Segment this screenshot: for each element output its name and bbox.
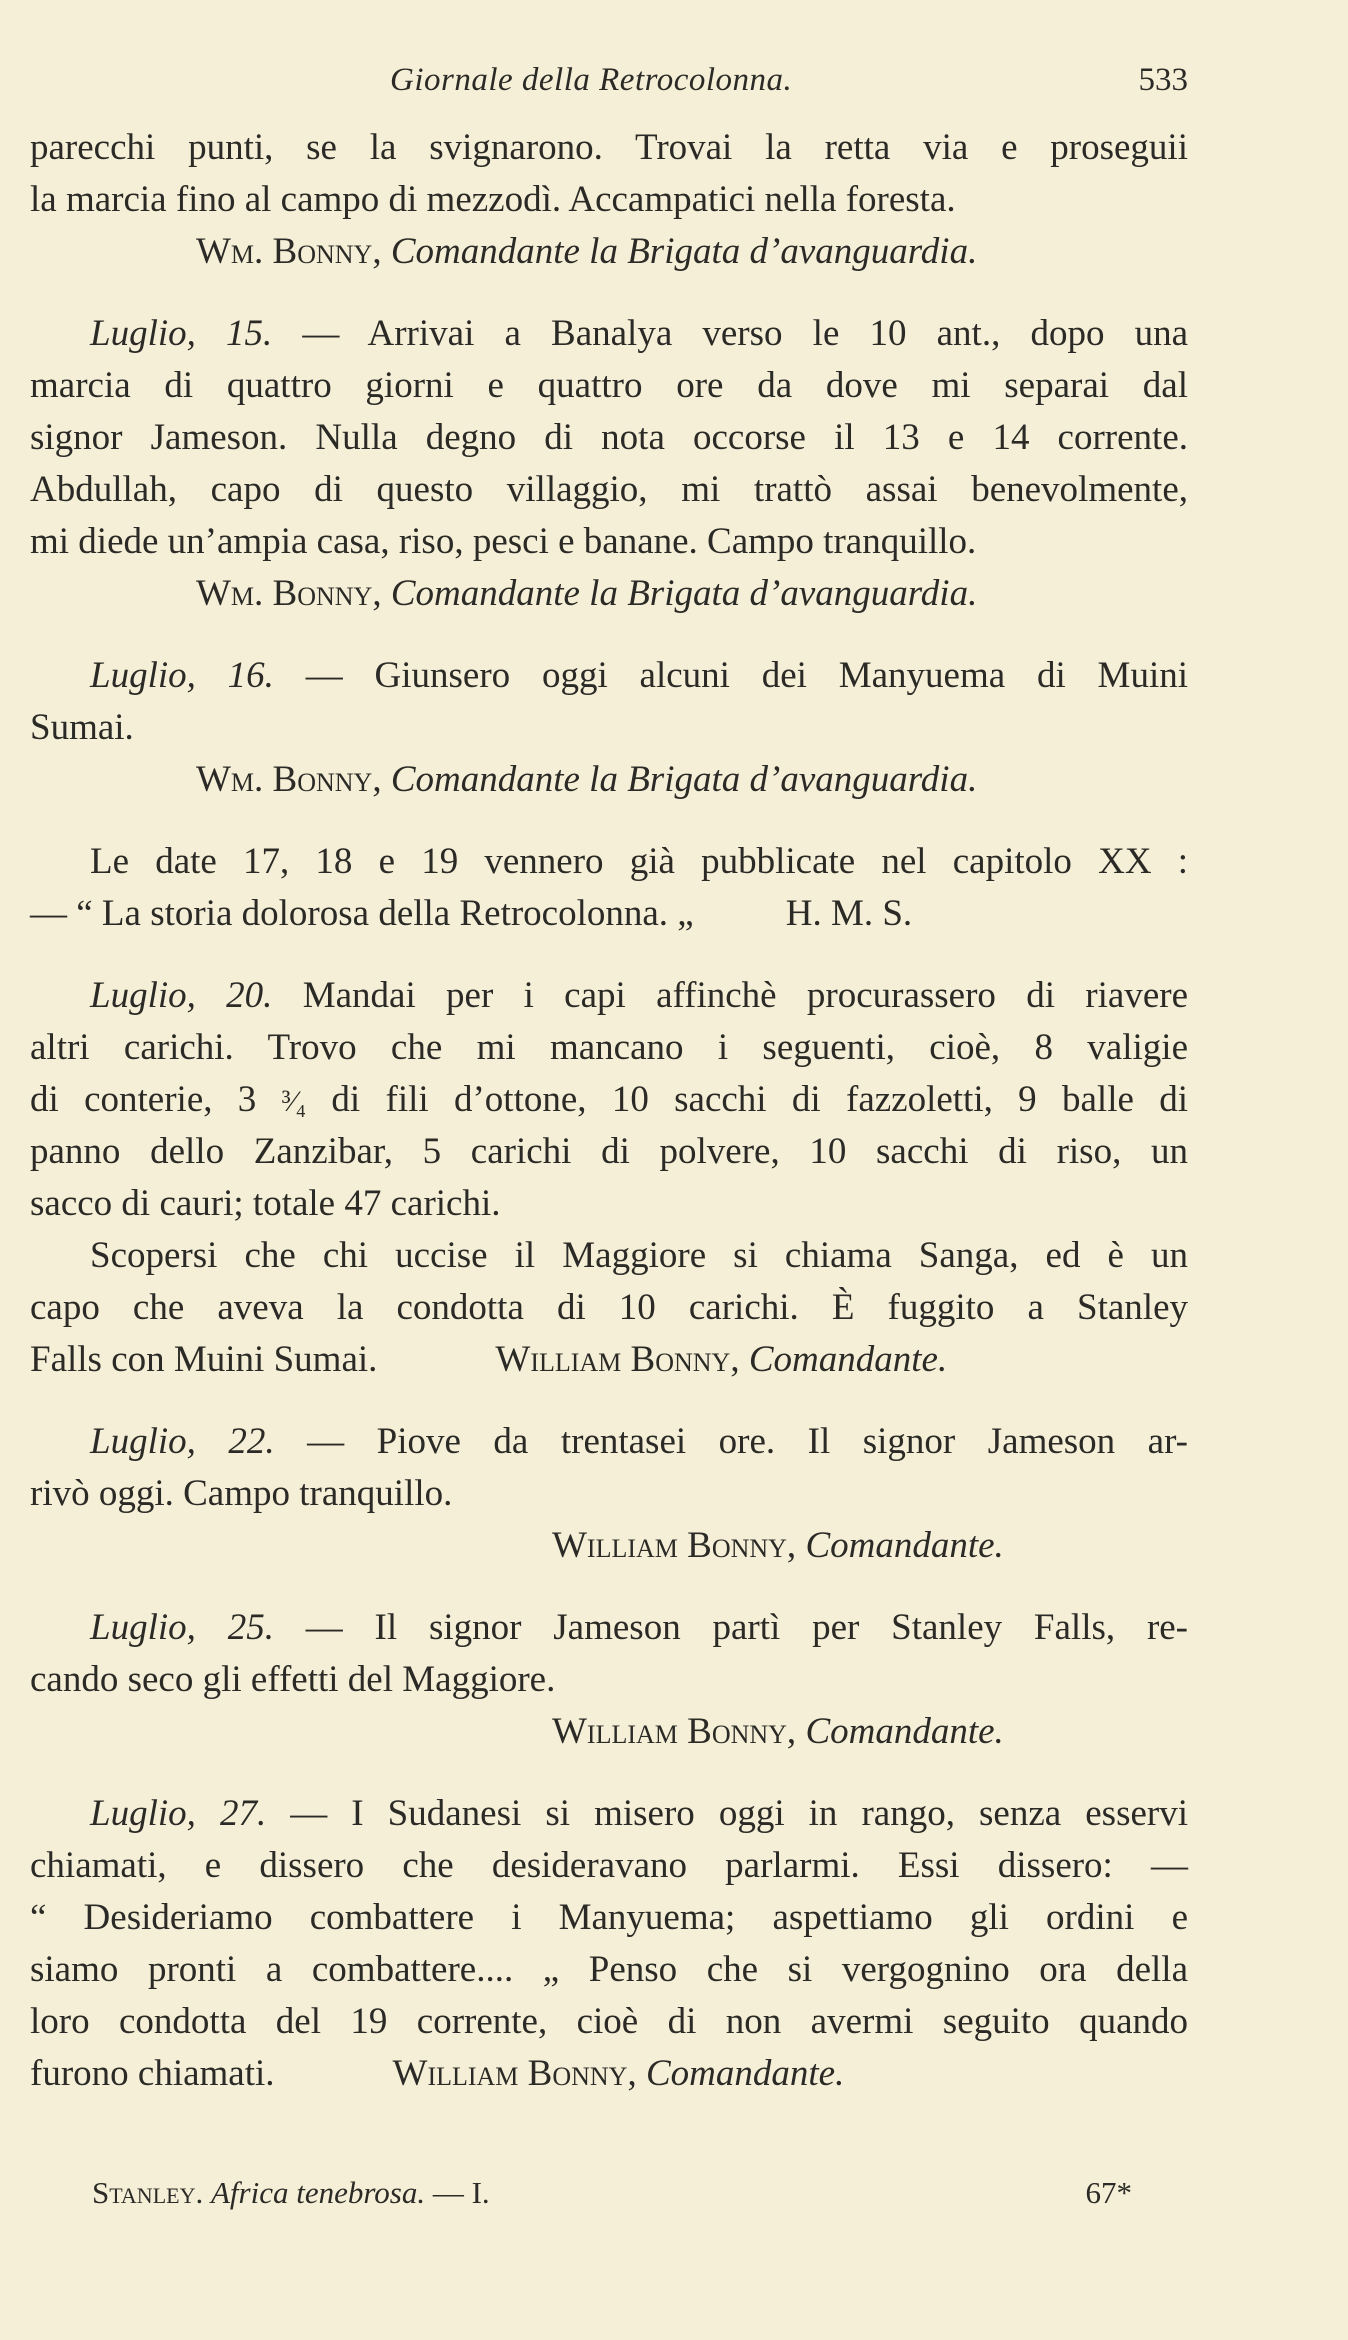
entry-date: Luglio, 20. <box>90 975 273 1016</box>
signature-line <box>30 1706 1188 1758</box>
text-line: Abdullah, capo di questo villaggio, mi trattò assai benevolmente, <box>30 469 1188 510</box>
text-line: sacco di cauri; totale 47 carichi. <box>30 1183 501 1224</box>
text-line: “ Desideriamo combattere i Manyuema; aspettiamo gli ordini e <box>30 1897 1188 1938</box>
entry-date: Luglio, 16. <box>90 655 274 696</box>
text-line: di conterie, 3 ³⁄₄ di fili d’ottone, 10 sacchi di fazzoletti, 9 balle di <box>30 1079 1188 1120</box>
text-line: Sumai. <box>30 707 134 748</box>
signature-title: Comandante la Brigata d’avanguardia. <box>390 759 978 800</box>
text-line: mi diede un’ampia casa, riso, pesci e banane. Campo tranquillo. <box>30 521 977 562</box>
footer-title: Africa tenebrosa. <box>210 2175 426 2210</box>
page-body <box>30 122 1188 2100</box>
running-title: Giornale della Retrocolonna. <box>390 62 793 98</box>
entry-date: Luglio, 15. <box>90 313 273 354</box>
text-line: chiamati, e dissero che desideravano parlarmi. Essi dissero: — <box>30 1845 1188 1886</box>
text-line: rivò oggi. Campo tranquillo. <box>30 1473 453 1514</box>
signature-name: Wm. Bonny, <box>196 573 382 614</box>
text-line: parecchi punti, se la svignarono. Trovai la retta via e proseguii <box>30 127 1188 168</box>
text-line: altri carichi. Trovo che mi mancano i seguenti, cioè, 8 valigie <box>30 1027 1188 1068</box>
text-line: cando seco gli effetti del Maggiore. <box>30 1659 556 1700</box>
text-line: signor Jameson. Nulla degno di nota occorse il 13 e 14 corrente. <box>30 417 1188 458</box>
signature-title: Comandante. <box>748 1339 948 1380</box>
entry-first-line: Luglio, 22. — Piove da trentasei ore. Il signor Jameson ar- <box>90 1421 1188 1462</box>
signature-inline <box>495 1334 947 1386</box>
entry-date: Luglio, 25. <box>90 1607 274 1648</box>
signature-name: William Bonny, <box>495 1339 740 1380</box>
footer-author: Stanley. <box>92 2175 204 2210</box>
text-line: — “ La storia dolorosa della Retrocolonna. „ H. M. S. <box>30 888 1188 940</box>
signature-title: Comandante. <box>805 1711 1004 1752</box>
page-number: 533 <box>1138 62 1188 98</box>
signature-line <box>30 568 1188 620</box>
signature-line <box>30 754 1188 806</box>
text-line: marcia di quattro giorni e quattro ore da dove mi separai dal <box>30 365 1188 406</box>
text-line: panno dello Zanzibar, 5 carichi di polvere, 10 sacchi di riso, un <box>30 1131 1188 1172</box>
fraction: ³⁄₄ <box>281 1085 307 1118</box>
text-line: Scopersi che chi uccise il Maggiore si chiama Sanga, ed è un <box>90 1235 1188 1276</box>
text-line: furono chiamati. William Bonny, Comandante. <box>30 2048 1188 2100</box>
text-line: Le date 17, 18 e 19 vennero già pubblicate nel capitolo XX : <box>90 841 1188 882</box>
signature-name: Wm. Bonny, <box>196 759 382 800</box>
signature-mark: 67* <box>1085 2175 1132 2210</box>
editor-initials: H. M. S. <box>785 893 913 934</box>
signature-line <box>30 226 1188 278</box>
signature-name: William Bonny, <box>392 2053 637 2094</box>
page-footer <box>92 2175 1132 2211</box>
text-line: Falls con Muini Sumai. William Bonny, Comandante. <box>30 1334 1188 1386</box>
signature-title: Comandante la Brigata d’avanguardia. <box>390 231 978 272</box>
entry-first-line: Luglio, 27. — I Sudanesi si misero oggi in rango, senza esservi <box>90 1793 1188 1834</box>
signature-title: Comandante. <box>805 1525 1004 1566</box>
signature-line <box>30 1520 1188 1572</box>
signature-title: Comandante. <box>645 2053 845 2094</box>
signature-title: Comandante la Brigata d’avanguardia. <box>390 573 978 614</box>
entry-date: Luglio, 27. <box>90 1793 267 1834</box>
text-line: la marcia fino al campo di mezzodì. Accampatici nella foresta. <box>30 179 956 220</box>
signature-name: William Bonny, <box>552 1711 797 1752</box>
entry-first-line: Luglio, 25. — Il signor Jameson partì per Stanley Falls, re- <box>90 1607 1189 1648</box>
signature-name: William Bonny, <box>552 1525 797 1566</box>
text-line: capo che aveva la condotta di 10 carichi. È fuggito a Stanley <box>30 1287 1188 1328</box>
entry-first-line: Luglio, 15. — Arrivai a Banalya verso le 10 ant., dopo una <box>90 313 1189 354</box>
text-line: loro condotta del 19 corrente, cioè di non avermi seguito quando <box>30 2001 1188 2042</box>
text-line: siamo pronti a combattere.... „ Penso che si vergognino ora della <box>30 1949 1188 1990</box>
footer-volume: — I. <box>432 2175 490 2210</box>
entry-date: Luglio, 22. <box>90 1421 275 1462</box>
entry-first-line: Luglio, 16. — Giunsero oggi alcuni dei Manyuema di Muini <box>90 655 1188 696</box>
entry-first-line: Luglio, 20. Mandai per i capi affinchè procurassero di riavere <box>90 975 1188 1016</box>
signature-inline <box>393 2048 845 2100</box>
signature-name: Wm. Bonny, <box>196 231 382 272</box>
